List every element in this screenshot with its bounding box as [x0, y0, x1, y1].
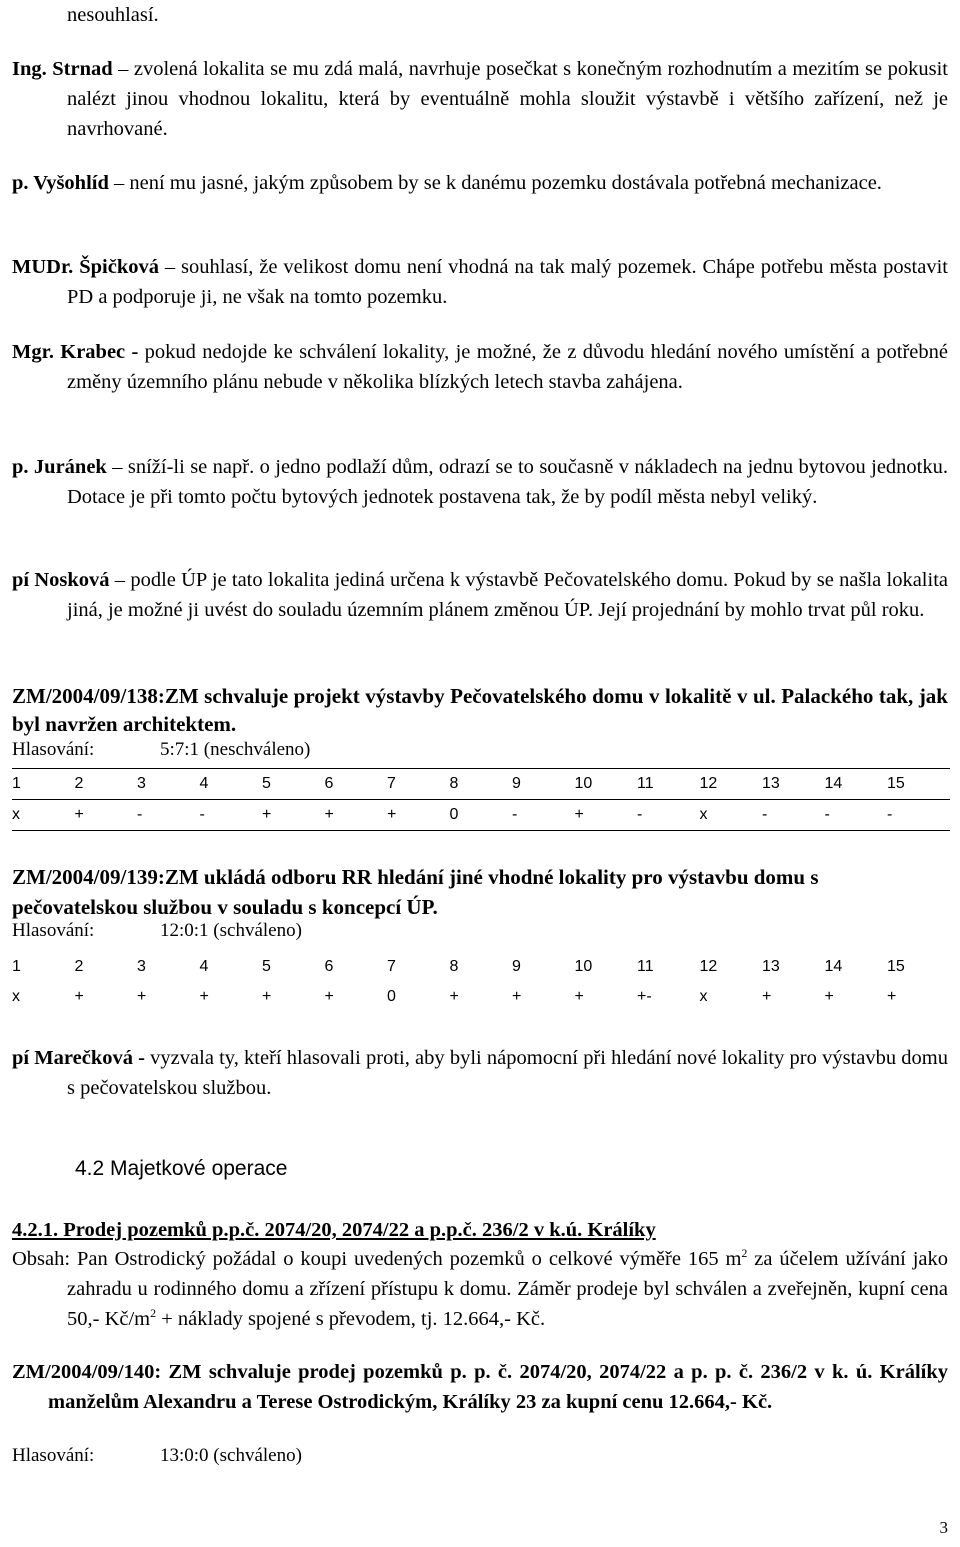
member-vote: +: [262, 806, 272, 823]
member-vote: -: [637, 806, 643, 823]
member-number: 9: [512, 958, 521, 975]
paragraph-text: – podle ÚP je tato lokalita jediná určena k výstavbě Pečovatelského domu. Pokud by se našla lokalita jiná, je možné ji uvést do souladu územním plánem změnou ÚP. Její projednání by mohlo trvat půl roku.: [67, 569, 948, 621]
content-text: + náklady spojené s převodem, tj. 12.664,- Kč.: [156, 1308, 546, 1330]
section-heading: 4.2 Majetkové operace: [75, 1157, 288, 1180]
member-number: 7: [387, 958, 396, 975]
member-vote: +: [824, 988, 834, 1005]
paragraph-spickova: [0, 252, 960, 312]
member-vote: x: [699, 806, 708, 823]
member-vote: +: [512, 988, 522, 1005]
member-vote: -: [887, 806, 893, 823]
member-vote: x: [12, 806, 20, 823]
member-number: 5: [262, 769, 325, 800]
member-number: 7: [387, 769, 450, 800]
member-vote: -: [512, 806, 518, 823]
member-vote: 0: [449, 806, 459, 823]
content-text: Pan Ostrodický požádal o koupi uvedených pozemků o celkové výměře 165 m: [70, 1248, 742, 1270]
member-vote: x: [699, 988, 708, 1005]
member-vote: +: [574, 806, 584, 823]
subsection-heading-text: 4.2.1. Prodej pozemků p.p.č. 2074/20, 2074/22 a p.p.č. 236/2 v k.ú. Králíky: [12, 1219, 656, 1241]
paragraph-text: – sníží-li se např. o jedno podlaží dům, odrazí se to současně v nákladech na jednu bytovou jednotku. Dotace je při tomto počtu bytových jednotek postavena tak, že by podíl města nebyl veliký.: [67, 456, 948, 508]
resolution-text: ZM/2004/09/139:ZM ukládá odboru RR hledání jiné vhodné lokality pro výstavbu domu s pečovatelskou službou v souladu s koncepcí ÚP.: [12, 865, 819, 919]
member-vote: +: [574, 988, 584, 1005]
member-number: 13: [762, 958, 780, 975]
member-vote: +: [387, 806, 397, 823]
paragraph-krabec: [0, 337, 960, 397]
member-number: 4: [200, 769, 263, 800]
subsection-heading: [0, 1216, 960, 1244]
resolution-text: ZM/2004/09/140: ZM schvaluje prodej pozemků p. p. č. 2074/20, 2074/22 a p. p. č. 236/2 v k. ú. Králíky manželům Alexandru a Terese Ostrodickým, Králíky 23 za kupní cenu 12.664,- Kč.: [12, 1361, 948, 1413]
member-vote: -: [199, 806, 205, 823]
member-number: 15: [887, 769, 950, 800]
member-number: 9: [512, 769, 575, 800]
member-number: 1: [12, 958, 21, 975]
member-number: 10: [575, 769, 638, 800]
member-vote: 0: [387, 988, 396, 1005]
paragraph-text: – souhlasí, že velikost domu není vhodná na tak malý pozemek. Chápe potřebu města postavit PD a podporuje ji, ne však na tomto pozemku.: [67, 256, 948, 308]
member-vote: +: [324, 806, 334, 823]
member-number: 2: [74, 958, 84, 975]
member-number: 15: [887, 958, 905, 975]
paragraph-text: pokud nedojde ke schválení lokality, je možné, že z důvodu hledání nového umístění a potřebné změny územního plánu nebude v několika blízkých letech stavba zahájena.: [67, 341, 948, 393]
content-label: Obsah:: [12, 1248, 71, 1270]
resolution-138: [0, 682, 960, 738]
paragraph-noskova: [0, 565, 960, 625]
paragraph-text: – zvolená lokalita se mu zdá malá, navrhuje posečkat s konečným rozhodnutím a mezitím se pokusit nalézt jinou vhodnou lokalitu, která by eventuálně mohla sloužit výstavbě i většího zařízení, než je navrhované.: [67, 58, 949, 140]
member-vote: +: [74, 806, 84, 823]
vote-summary-140: [0, 1444, 960, 1468]
member-vote: +: [137, 988, 147, 1005]
content-text: za účelem užívání jako zahradu u rodinného domu a zřízení přístupu k domu. Záměr prodeje byl schválen a zveřejněn, kupní cena 50,- Kč/m: [67, 1248, 948, 1330]
resolution-139: [0, 862, 960, 922]
member-number: 11: [637, 958, 654, 975]
superscript: 2: [741, 1246, 748, 1261]
top-fragment: nesouhlasí.: [67, 4, 159, 26]
member-vote: -: [824, 806, 830, 823]
paragraph-mareckova: [0, 1043, 960, 1103]
vote-table-138: [12, 768, 950, 831]
paragraph-vysohlid: [0, 168, 960, 198]
member-number: 3: [137, 769, 200, 800]
member-vote: +: [74, 988, 84, 1005]
member-number: 13: [762, 769, 825, 800]
member-vote: +: [449, 988, 459, 1005]
member-number: 14: [824, 958, 843, 975]
member-number: 6: [325, 769, 388, 800]
member-vote: +: [262, 988, 272, 1005]
vote-result: 5:7:1 (neschváleno): [160, 739, 311, 760]
vote-summary-139: [0, 919, 960, 943]
member-vote: +: [199, 988, 209, 1005]
vote-result: 13:0:0 (schváleno): [160, 1445, 302, 1466]
member-vote: +: [762, 988, 772, 1005]
resolution-140: [0, 1357, 960, 1417]
member-vote: +: [324, 988, 334, 1005]
speaker-name: p. Juránek: [12, 456, 107, 478]
page-number: 3: [939, 1518, 948, 1537]
speaker-name: p. Vyšohlíd: [12, 172, 109, 194]
speaker-name: MUDr. Špičková: [12, 256, 159, 278]
vote-result: 12:0:1 (schváleno): [160, 920, 302, 941]
member-number: 4: [199, 958, 209, 975]
paragraph-strnad: [0, 54, 960, 144]
member-number: 8: [449, 958, 459, 975]
member-number: 12: [699, 958, 718, 975]
speaker-name: Ing. Strnad: [12, 58, 113, 80]
member-number: 10: [574, 958, 593, 975]
member-vote: -: [762, 806, 768, 823]
superscript: 2: [150, 1306, 157, 1321]
member-number: 5: [262, 958, 271, 975]
vote-label: Hlasování:: [12, 920, 95, 941]
vote-label: Hlasování:: [12, 1445, 95, 1466]
member-vote: x: [12, 988, 20, 1005]
member-number: 8: [450, 769, 513, 800]
vote-summary-138: [0, 738, 960, 762]
speaker-name: Mgr. Krabec -: [12, 341, 139, 363]
vote-label: Hlasování:: [12, 739, 95, 760]
member-number: 3: [137, 958, 146, 975]
member-number: 1: [12, 769, 75, 800]
paragraph-text: vyzvala ty, kteří hlasovali proti, aby byli nápomocní při hledání nové lokality pro výstavbu domu s pečovatelskou službou.: [67, 1047, 948, 1099]
member-number: 11: [637, 769, 700, 800]
paragraph-text: – není mu jasné, jakým způsobem by se k danému pozemku dostávala potřebná mechanizace.: [108, 172, 882, 194]
content-paragraph: [0, 1244, 960, 1334]
member-number: 2: [75, 769, 138, 800]
speaker-name: pí Marečková -: [12, 1047, 145, 1069]
resolution-text: ZM/2004/09/138:ZM schvaluje projekt výstavby Pečovatelského domu v lokalitě v ul. Palackého tak, jak byl navržen architektem.: [12, 684, 948, 736]
member-vote: +-: [637, 988, 652, 1005]
member-vote: +: [887, 988, 897, 1005]
vote-table-139: [12, 952, 950, 1012]
member-number: 12: [700, 769, 763, 800]
member-vote: -: [137, 806, 143, 823]
member-number: 6: [324, 958, 334, 975]
speaker-name: pí Nosková: [12, 569, 110, 591]
member-number: 14: [825, 769, 888, 800]
paragraph-juranek: [0, 452, 960, 512]
